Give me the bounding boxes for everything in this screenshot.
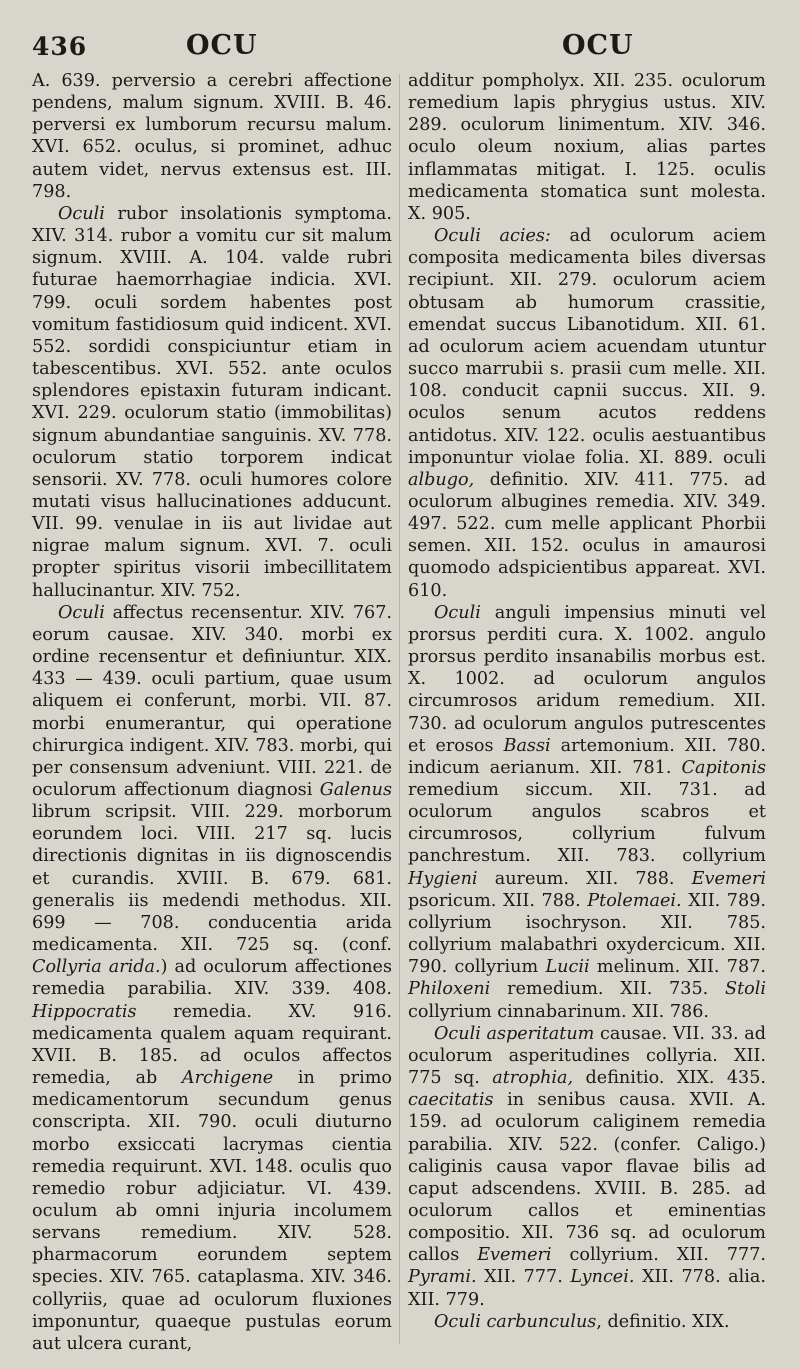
page-header xyxy=(0,30,800,64)
page-number: 436 xyxy=(32,32,88,61)
right-column xyxy=(408,70,766,1333)
index-entry: Oculi affectus recensentur. XIV. 767. eorum causae. XIV. 340. morbi ex ordine recensentur et definiuntur. XIX. 433 — 439. oculi partium, quae usum aliquem ei conferunt, morbi. VII. 87. morbi enumerantur, qui operatione chirurgica indigent. XIV. 783. morbi, qui per consensum adveniunt. VIII. 221. de oculorum affectionum diagnosi Galenus librum scripsit. VIII. 229. morborum eorundem loci. VIII. 217 sq. lucis directionis dignitas in iis dignoscendis et curandis. XVIII. B. 679. 681. generalis iis medendi methodus. XII. 699 — 708. conducentia arida medicamenta. XII. 725 sq. (conf. Collyria arida.) ad oculorum affectiones remedia parabilia. XIV. 339. 408. Hippocratis remedia. XV. 916. medicamenta qualem aquam requirant. XVII. B. 185. ad oculos affectos remedia, ab Archigene in primo medicamentorum secundum genus conscripta. XII. 790. oculi diuturno morbo exsiccati lacrymas cientia remedia requirunt. XVI. 148. oculis quo remedio robur adjiciatur. VI. 439. oculum ab omni injuria incolumem servans remedium. XIV. 528. pharmacorum eorundem septem species. XIV. 765. cataplasma. XIV. 346. collyriis, quae ad oculorum fluxiones imponuntur, quaeque pustulas eorum aut ulcera curant, xyxy=(32,602,392,1354)
left-column xyxy=(32,70,392,1355)
index-entry: Oculi asperitatum causae. VII. 33. ad oculorum asperitudines collyria. XII. 775 sq. atrophia, definitio. XIX. 435. caecitatis in senibus causa. XVII. A. 159. ad oculorum caliginem remedia parabilia. XIV. 522. (confer. Caligo.) caliginis causa vapor flavae bilis ad caput adscendens. XVIII. B. 285. ad oculorum callos et eminentias compositio. XII. 736 sq. ad oculorum callos Evemeri collyrium. XII. 777. Pyrami. XII. 777. Lyncei. XII. 778. alia. XII. 779. xyxy=(408,1023,766,1310)
index-entry: Oculi acies: ad oculorum aciem composita medicamenta biles diversas recipiunt. XII. 279. oculorum aciem obtusam ab humorum crassitie, emendat succus Libanotidum. XII. 61. ad oculorum aciem acuendam utuntur succo marrubii s. prasii cum melle. XII. 108. conducit capnii succus. XII. 9. oculos senum acutos reddens antidotus. XIV. 122. oculis aestuantibus imponuntur violae folia. XI. 889. oculi albugo, definitio. XIV. 411. 775. ad oculorum albugines remedia. XIV. 349. 497. 522. cum melle applicant Phorbii semen. XII. 152. oculus in amaurosi quomodo adspicientibus appareat. XVI. 610. xyxy=(408,226,766,601)
running-head-right: OCU xyxy=(562,30,634,61)
running-head-left: OCU xyxy=(186,30,258,61)
index-entry: Oculi carbunculus, definitio. XIX. xyxy=(434,1311,730,1332)
index-entry: additur pompholyx. XII. 235. oculorum remedium lapis phrygius ustus. XIV. 289. oculorum linimentum. XIV. 346. oculo oleum noxium, alias partes inflammatas mitigat. I. 125. oculis medicamenta stomatica sunt molesta. X. 905. xyxy=(408,71,766,224)
index-entry: Oculi rubor insolationis symptoma. XIV. 314. rubor a vomitu cur sit malum signum. XVIII. A. 104. valde rubri futurae haemorrhagiae indicia. XVI. 799. oculi sordem habentes post vomitum fastidiosum quid indicent. XVI. 552. sordidi conspiciuntur etiam in tabescentibus. XVI. 552. ante oculos splendores epistaxin futuram indicant. XVI. 229. oculorum statio (immobilitas) signum abundantiae sanguinis. XV. 778. oculorum statio torporem indicat sensorii. XV. 778. oculi humores colore mutati visus hallucinationes adducunt. VII. 99. venulae in iis aut lividae aut nigrae malum signum. XVI. 7. oculi propter spiritus visorii imbecillitatem hallucinantur. XIV. 752. xyxy=(32,203,392,601)
index-entry: A. 639. perversio a cerebri affectione pendens, malum signum. XVIII. B. 46. perversi ex lumborum recursu malum. XVI. 652. oculus, si prominet, adhuc autem videt, nervus extensus est. III. 798. xyxy=(32,71,392,202)
column-divider xyxy=(399,74,400,1344)
index-entry: Oculi anguli impensius minuti vel prorsus perditi cura. X. 1002. angulo prorsus perdito insanabilis morbus est. X. 1002. ad oculorum angulos circumrosos aridum remedium. XII. 730. ad oculorum angulos putrescentes et erosos Bassi artemonium. XII. 780. indicum aerianum. XII. 781. Capitonis remedium siccum. XII. 731. ad oculorum angulos scabros et circumrosos, collyrium fulvum panchrestum. XII. 783. collyrium Hygieni aureum. XII. 788. Evemeri psoricum. XII. 788. Ptolemaei. XII. 789. collyrium isochryson. XII. 785. collyrium malabathri oxydercicum. XII. 790. collyrium Lucii melinum. XII. 787. Philoxeni remedium. XII. 735. Stoli collyrium cinnabarinum. XII. 786. xyxy=(408,602,766,1022)
